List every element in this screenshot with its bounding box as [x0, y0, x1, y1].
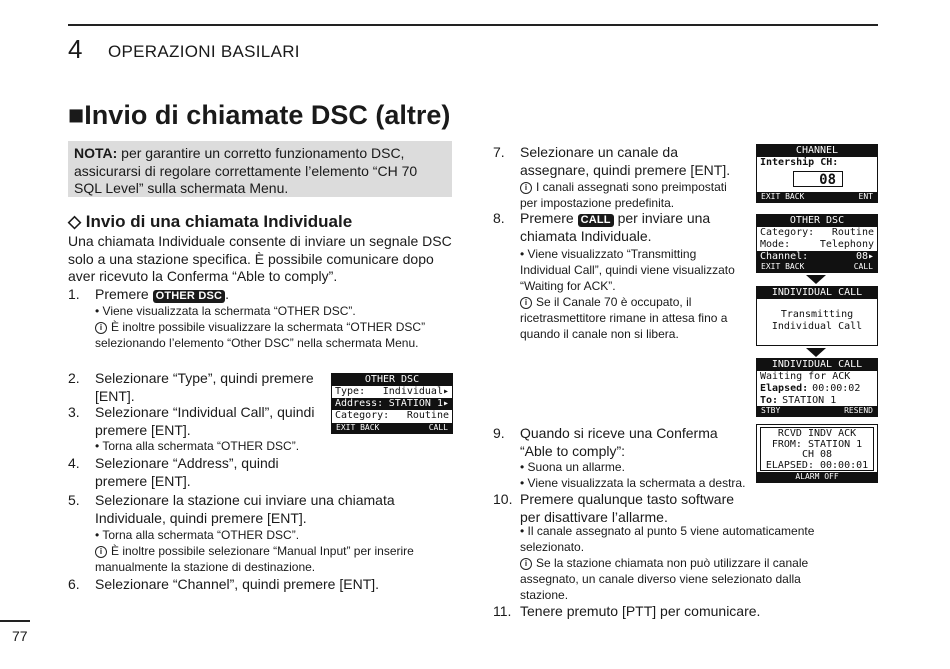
arrow-down-icon [806, 348, 826, 357]
screen-softkeys: EXIT BACK CALL [332, 423, 452, 433]
screen-title: OTHER DSC [757, 215, 877, 227]
step-4-number: 4. [68, 455, 80, 471]
screen-line-4: ELAPSED: 00:00:01 [765, 459, 869, 471]
screen-softkeys: ALARM OFF [757, 472, 877, 482]
page-number-rule [0, 620, 30, 622]
screen-title: INDIVIDUAL CALL [757, 359, 877, 371]
info-icon: i [520, 182, 532, 194]
note-text: per garantire un corretto funzionamento DSC, assicurarsi di regolare correttamente l’elemento “CH 70 SQL Level” sulla schermata Menu. [74, 145, 418, 196]
screen-line-2: Elapsed: 00:00:02 [760, 383, 861, 394]
step-5-bullet: • Torna alla schermata “OTHER DSC”. [95, 528, 300, 542]
screen-row-selected: Address: STATION 1▸ [332, 398, 452, 410]
screen-line-3: To: STATION 1 [760, 395, 837, 406]
step-3-text: Selezionare “Individual Call”, quindi premere [ENT]. [95, 404, 315, 438]
step-7-text: Selezionare un canale da assegnare, quindi premere [ENT]. [520, 144, 731, 178]
step-7-info: i I canali assegnati sono preimpostati per impostazione predefinita. [520, 180, 727, 210]
info-icon: i [520, 558, 532, 570]
chapter-number: 4 [68, 34, 83, 64]
step-10-text: Premere qualunque tasto software per disattivare l’allarme. [520, 491, 735, 525]
step-2-text: Selezionare “Type”, quindi premere [ENT]. [95, 370, 314, 404]
step-11-text: Tenere premuto [PTT] per comunicare. [520, 603, 761, 619]
screen-line-1: Waiting for ACK [760, 371, 851, 382]
screen-softkeys: EXIT BACK ENT [757, 192, 877, 202]
step-1-info: i È inoltre possibile visualizzare la schermata “OTHER DSC” selezionando l’elemento “Other DSC” nella schermata Menu. [95, 320, 426, 350]
step-5-text: Selezionare la stazione cui inviare una chiamata Individuale, quindi premere [ENT]. [95, 492, 395, 526]
step-9-bullet-1: • Suona un allarme. [520, 460, 625, 474]
info-icon: i [95, 322, 107, 334]
screen-row: Mode: Telephony [760, 239, 874, 250]
screen-other-dsc-1 [331, 373, 453, 434]
screen-individual-call-2 [756, 358, 878, 417]
info-icon: i [520, 297, 532, 309]
step-1-text: Premere OTHER DSC . [95, 286, 230, 302]
screen-line-3: CH 08 [801, 449, 833, 460]
step-11-number: 11. [493, 603, 512, 619]
step-5-info: i È inoltre possibile selezionare “Manual Input” per inserire manualmente la stazione di destinazione. [95, 544, 414, 574]
screen-row: Type: Individual▸ [335, 386, 449, 397]
note-box [68, 141, 452, 197]
step-9-number: 9. [493, 425, 505, 441]
step-5-number: 5. [68, 492, 80, 508]
info-icon: i [95, 546, 107, 558]
step-7-number: 7. [493, 144, 505, 160]
screen-title: INDIVIDUAL CALL [757, 287, 877, 299]
screen-line-2: FROM: STATION 1 [771, 438, 863, 450]
step-9-bullet-2: • Viene visualizzata la schermata a destra. [520, 476, 746, 490]
call-key: CALL [578, 214, 614, 227]
screen-softkeys: EXIT BACK CALL [757, 262, 877, 272]
screen-row: Category: Routine [335, 410, 449, 421]
step-8-text: Premere CALL per inviare una chiamata Individuale. [520, 210, 711, 244]
channel-value: 08 [793, 171, 843, 187]
section-title: ■Invio di chiamate DSC (altre) [68, 100, 451, 130]
screen-individual-call-1 [756, 286, 878, 346]
chapter-title: OPERAZIONI BASILARI [108, 42, 300, 61]
step-8-number: 8. [493, 210, 505, 226]
step-6-number: 6. [68, 576, 80, 592]
screen-label: Intership CH: [760, 157, 839, 168]
screen-line-2: Individual Call [771, 321, 863, 332]
screen-channel [756, 144, 878, 203]
step-10-number: 10. [493, 491, 513, 507]
step-1-number: 1. [68, 286, 80, 302]
screen-title: CHANNEL [757, 145, 877, 157]
step-1-bullet: • Viene visualizzata la schermata “OTHER DSC”. [95, 304, 356, 318]
other-dsc-key: OTHER DSC [153, 290, 226, 303]
screen-row-selected: Channel: 08▸ [757, 251, 877, 263]
screen-line-1: RCVD INDV ACK [777, 428, 857, 439]
screen-title: OTHER DSC [332, 374, 452, 386]
subsection-title: ◇ Invio di una chiamata Individuale [68, 212, 353, 231]
step-8-info: i Se il Canale 70 è occupato, il ricetrasmettitore rimane in attesa fino a quando il canale non si libera. [520, 295, 728, 341]
step-4-text: Selezionare “Address”, quindi premere [ENT]. [95, 455, 279, 489]
note-label: NOTA: [74, 145, 118, 161]
screen-softkeys: STBY RESEND [757, 406, 877, 416]
step-3-bullet: • Torna alla schermata “OTHER DSC”. [95, 439, 300, 453]
step-10-info: i Se la stazione chiamata non può utilizzare il canale assegnato, un canale diverso viene selezionato dalla stazione. [520, 556, 809, 602]
arrow-down-icon [806, 275, 826, 284]
step-2-number: 2. [68, 370, 80, 386]
screen-row: Category: Routine [760, 227, 874, 238]
step-3-number: 3. [68, 404, 80, 420]
screen-other-dsc-2 [756, 214, 878, 273]
screen-line-1: Transmitting [780, 309, 854, 320]
step-6-text: Selezionare “Channel”, quindi premere [ENT]. [95, 576, 380, 592]
step-9-text: Quando si riceve una Conferma “Able to comply”: [520, 425, 718, 459]
top-rule [68, 24, 878, 26]
step-10-bullet: • Il canale assegnato al punto 5 viene automaticamente selezionato. [520, 524, 815, 554]
step-8-bullet: • Viene visualizzato “Transmitting Individual Call”, quindi viene visualizzato “Waiting for ACK”. [520, 247, 735, 293]
page-number: 77 [12, 628, 28, 644]
screen-rcvd-ack [756, 424, 878, 483]
ack-frame [760, 427, 874, 471]
subsection-intro: Una chiamata Individuale consente di inviare un segnale DSC solo a una stazione specifica. È possibile comunicare dopo aver ricevuto la Conferma “Able to comply”. [68, 233, 452, 284]
